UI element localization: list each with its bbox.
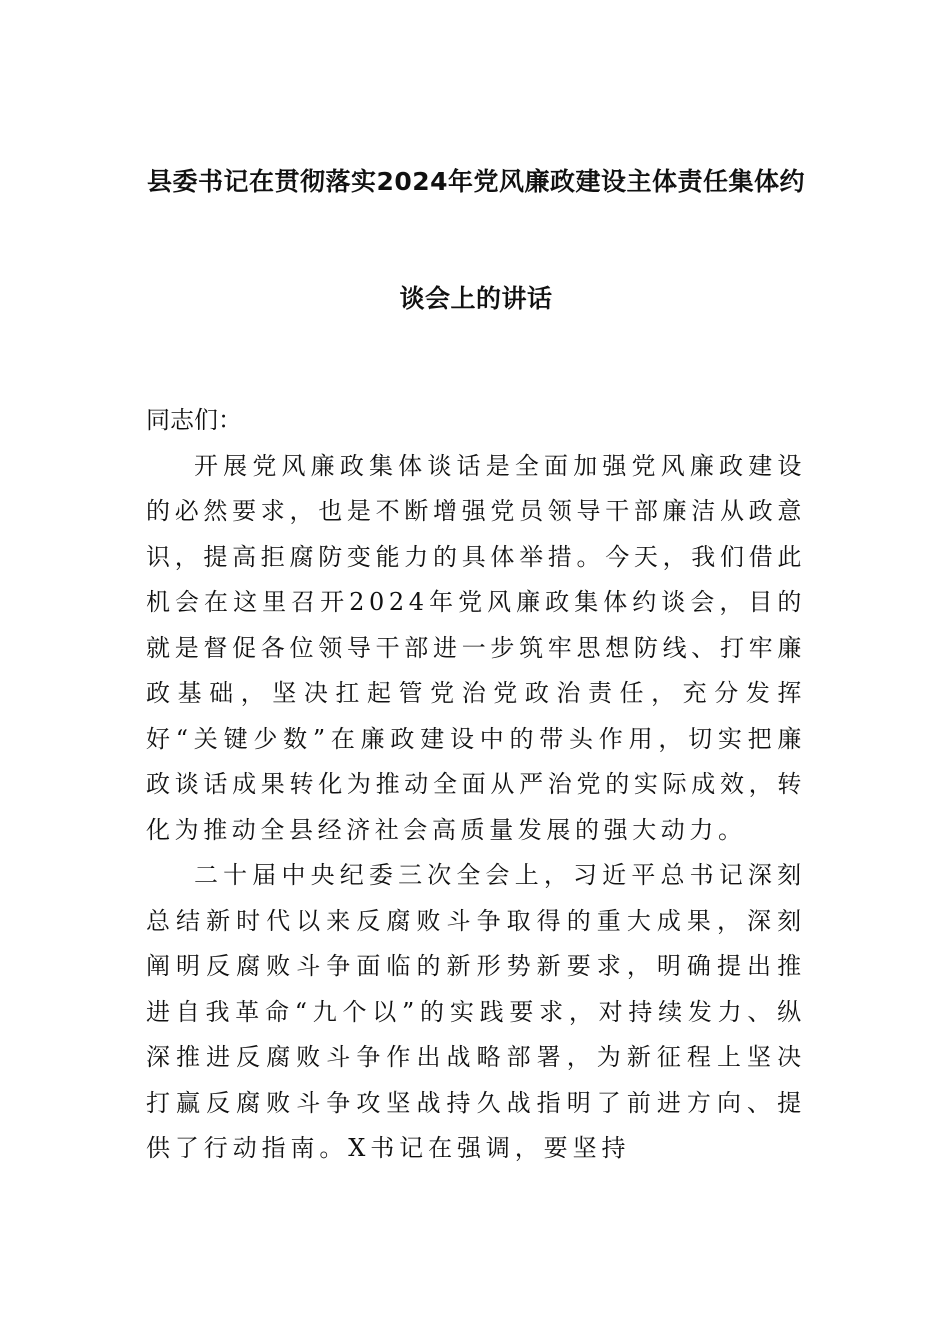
- document-body: [146, 398, 806, 1172]
- salutation: 同志们：: [146, 406, 242, 434]
- document-title-line-2: 谈会上的讲话: [399, 284, 553, 313]
- paragraph-1: 开展党风廉政集体谈话是全面加强党风廉政建设的必然要求，也是不断增强党员领导干部廉洁从政意识，提高拒腐防变能力的具体举措。今天，我们借此机会在这里召开2024年党风廉政集体约谈会，目的就是督促各位领导干部进一步筑牢思想防线、打牢廉政基础，坚决扛起管党治党政治责任，充分发挥好“关键少数”在廉政建设中的带头作用，切实把廉政谈话成果转化为推动全面从严治党的实际成效，转化为推动全县经济社会高质量发展的强大动力。: [146, 451, 806, 844]
- paragraph-2: 二十届中央纪委三次全会上，习近平总书记深刻总结新时代以来反腐败斗争取得的重大成果，深刻阐明反腐败斗争面临的新形势新要求，明确提出推进自我革命“九个以”的实践要求，对持续发力、纵深推进反腐败斗争作出战略部署，为新征程上坚决打赢反腐败斗争攻坚战持久战指明了前进方向、提供了行动指南。X书记在强调，要坚持: [146, 861, 806, 1162]
- document-title-line-1: 县委书记在贯彻落实2024年党风廉政建设主体责任集体约: [146, 167, 806, 196]
